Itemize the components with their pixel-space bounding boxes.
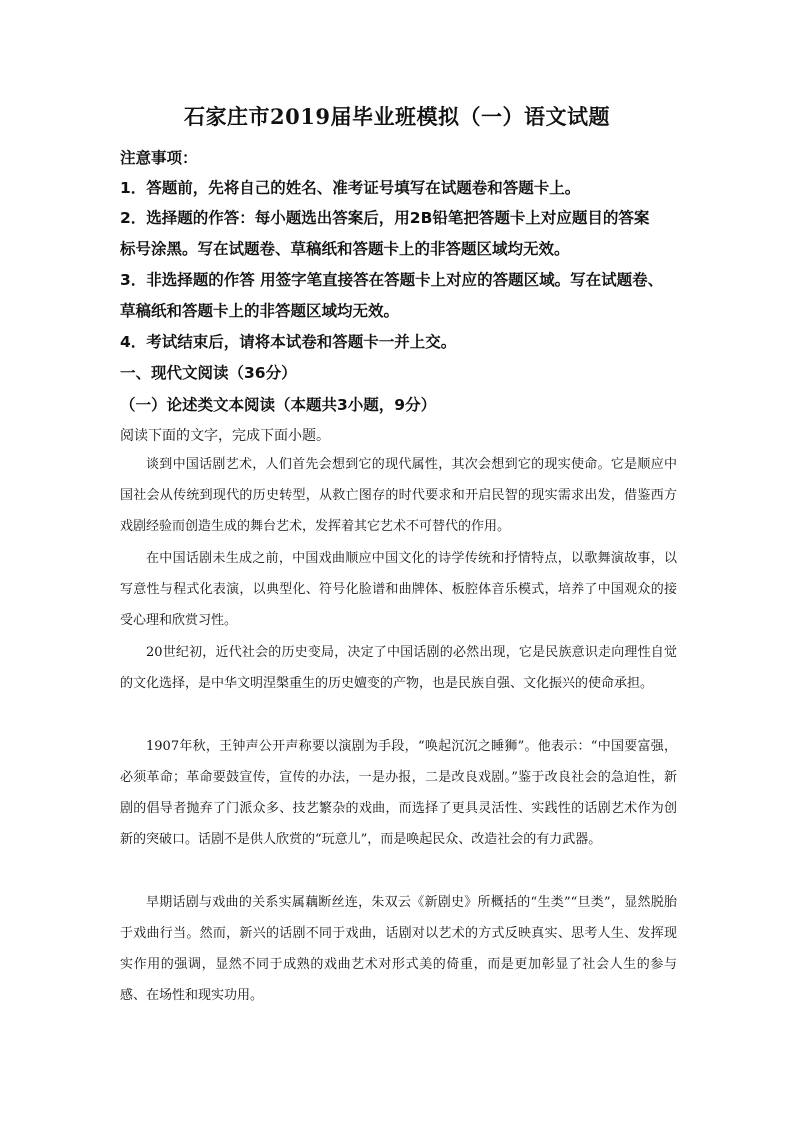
- passage-paragraph-3: 20世纪初，近代社会的历史变局，决定了中国话剧的必然出现，它是民族意识走向理性自觉的文化选择，是中华文明涅槃重生的历史嬗变的产物，也是民族自强、文化振兴的使命承担。: [120, 645, 677, 691]
- section-subheading: （一）论述类文本阅读（本题共3小题，9分）: [120, 396, 437, 414]
- notice-item-2: 2．选择题的作答：每小题选出答案后，用2B铅笔把答题卡上对应题目的答案: [120, 209, 650, 227]
- exam-title: 石家庄市2019届毕业班模拟（一）语文试题: [184, 104, 610, 129]
- passage-paragraph-5: 早期话剧与戏曲的关系实属藕断丝连，朱双云《新剧史》所概括的“生类”“旦类”，显然脱胎于戏曲行当。然而，新兴的话剧不同于戏曲，话剧对以艺术的方式反映真实、思考人生、发挥现实作用的强调，显然不同于成熟的戏曲艺术对形式美的倚重，而是更加彰显了社会人生的参与感、在场性和现实功用。: [120, 895, 677, 1003]
- reading-instruction: 阅读下面的文字，完成下面小题。: [120, 428, 330, 444]
- notice-heading: 注意事项：: [120, 149, 198, 167]
- notice-item-4: 4．考试结束后，请将本试卷和答题卡一并上交。: [120, 333, 457, 351]
- notice-item-3: 3．非选择题的作答 用签字笔直接答在答题卡上对应的答题区域。写在试题卷、: [120, 271, 664, 289]
- passage-paragraph-1: 谈到中国话剧艺术，人们首先会想到它的现代属性，其次会想到它的现实使命。它是顺应中国社会从传统到现代的历史转型，从救亡图存的时代要求和开启民智的现实需求出发，借鉴西方戏剧经验而创造生成的舞台艺术，发挥着其它艺术不可替代的作用。: [120, 457, 677, 534]
- passage-paragraph-2: 在中国话剧未生成之前，中国戏曲顺应中国文化的诗学传统和抒情特点，以歌舞演故事，以写意性与程式化表演，以典型化、符号化脸谱和曲牌体、板腔体音乐模式，培养了中国观众的接受心理和欣赏习性。: [120, 551, 677, 628]
- notice-item-3-cont: 草稿纸和答题卡上的非答题区域均无效。: [120, 302, 400, 320]
- passage-paragraph-4: 1907年秋，王钟声公开声称要以演剧为手段，“唤起沉沉之睡狮”。他表示：“中国要富强，必须革命；革命要鼓宣传，宣传的办法，一是办报，二是改良戏剧。”鉴于改良社会的急迫性，新剧的倡导者抛弃了门派众多、技艺繁杂的戏曲，而选择了更具灵活性、实践性的话剧艺术作为创新的突破口。话剧不是供人欣赏的“玩意儿”，而是唤起民众、改造社会的有力武器。: [120, 739, 677, 847]
- notice-item-1: 1．答题前，先将自己的姓名、准考证号填写在试题卷和答题卡上。: [120, 179, 581, 197]
- section-heading: 一、现代文阅读（36分）: [120, 364, 297, 382]
- notice-item-2-cont: 标号涂黑。写在试题卷、草稿纸和答题卡上的非答题区域均无效。: [120, 240, 570, 258]
